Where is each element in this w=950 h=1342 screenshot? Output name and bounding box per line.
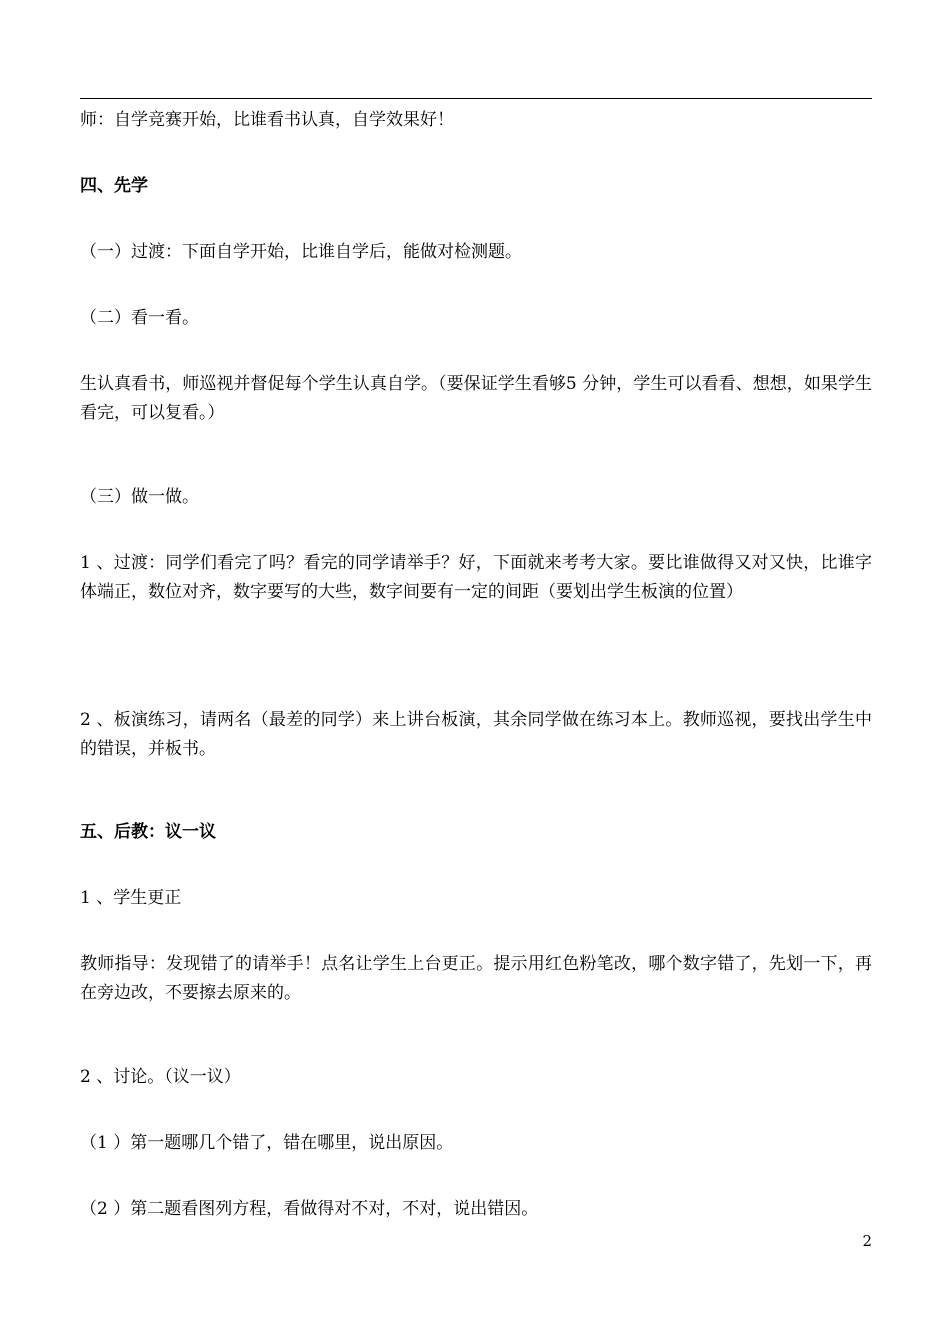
paragraph-teacher-guidance: 教师指导：发现错了的请举手！点名让学生上台更正。提示用红色粉笔改，哪个数字错了，先划一下，再在旁边改，不要擦去原来的。 (80, 954, 872, 1003)
paragraph-question-one: （1 ）第一题哪几个错了，错在哪里，说出原因。 (80, 1133, 454, 1153)
paragraph-self-study-contest: 师：自学竞赛开始，比谁看书认真，自学效果好！ (80, 110, 454, 130)
paragraph-transition-test: 1 、过渡：同学们看完了吗？看完的同学请举手？好，下面就来考考大家。要比谁做得又对又快，比谁字体端正，数位对齐，数字要写的大些，数字间要有一定的间距（要划出学生板演的位置） (80, 553, 872, 602)
section-heading-four: 四、先学 (80, 176, 148, 196)
paragraph-discussion: 2 、讨论。（议一议） (80, 1067, 241, 1087)
paragraph-students-read: 生认真看书，师巡视并督促每个学生认真自学。（要保证学生看够5 分钟，学生可以看看、想想，如果学生看完，可以复看。） (80, 374, 872, 423)
paragraph-question-two: （2 ）第二题看图列方程，看做得对不对，不对，说出错因。 (80, 1199, 539, 1219)
paragraph-board-practice: 2 、板演练习，请两名（最差的同学）来上讲台板演，其余同学做在练习本上。教师巡视，要找出学生中的错误，并板书。 (80, 710, 872, 759)
header-rule (80, 98, 872, 99)
page-number: 2 (862, 1232, 872, 1250)
paragraph-student-correction: 1 、学生更正 (80, 888, 182, 908)
section-heading-five: 五、后教：议一议 (80, 822, 216, 842)
paragraph-look: （二）看一看。 (80, 308, 199, 328)
paragraph-transition-one: （一）过渡：下面自学开始，比谁自学后，能做对检测题。 (80, 242, 522, 262)
paragraph-do: （三）做一做。 (80, 487, 199, 507)
